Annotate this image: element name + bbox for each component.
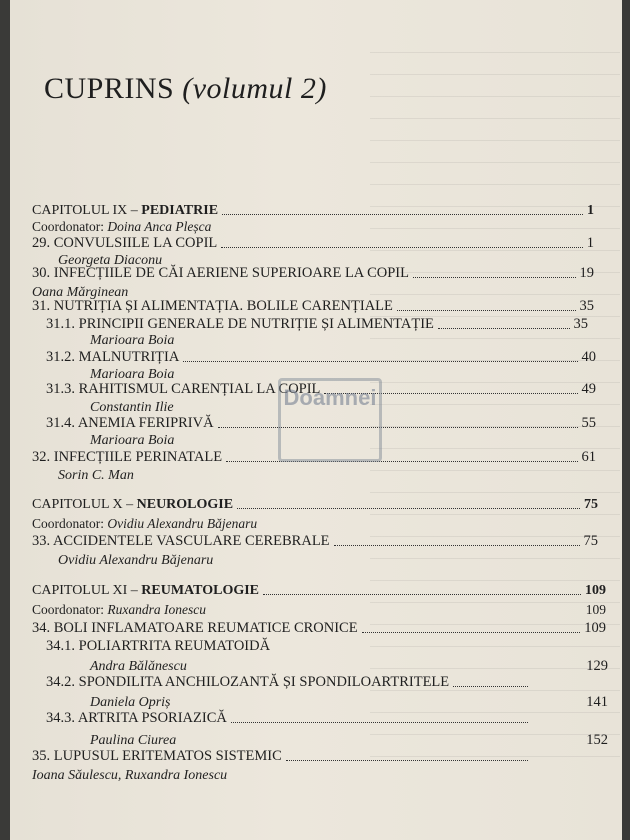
entry-author: Marioara Boia: [90, 433, 175, 448]
book-page: [10, 0, 622, 840]
dot-leader: [438, 328, 570, 329]
entry-author: Ioana Săulescu, Ruxandra Ionescu: [32, 768, 228, 783]
entry-author: Daniela Opriș: [90, 695, 171, 710]
dot-leader: [237, 508, 580, 509]
entry-title: CONVULSIILE LA COPIL: [53, 235, 218, 251]
toc-entry: [32, 620, 606, 637]
entry-author: Oana Mărginean: [32, 285, 129, 300]
entry-number: 34.2.: [46, 674, 75, 690]
dot-leader: [453, 686, 528, 687]
entry-page: 141: [586, 694, 608, 710]
coordinator-label: Coordonator:: [32, 219, 104, 234]
entry-page: 35: [579, 298, 594, 314]
dot-leader: [362, 632, 581, 633]
entry-page: 129: [586, 658, 608, 674]
coordinator-line: [32, 602, 606, 618]
toc-entry: [32, 265, 594, 282]
entry-page: 35: [573, 316, 588, 332]
chapter-label: CAPITOLUL IX –: [32, 203, 138, 218]
chapter-page: 75: [584, 497, 598, 512]
entry-title: ANEMIA FERIPRIVĂ: [77, 415, 214, 431]
toc-entry: [32, 533, 598, 550]
entry-number: 29.: [32, 235, 51, 251]
toc-entry: [46, 349, 596, 366]
toc-entry: [32, 748, 532, 765]
entry-number: 31.3.: [46, 381, 75, 397]
dot-leader: [183, 361, 577, 362]
entry-number: 31.: [32, 298, 51, 314]
watermark-text: Doamnei: [283, 385, 377, 410]
chapter-label: CAPITOLUL X –: [32, 497, 134, 512]
entry-title: RAHITISMUL CARENȚIAL LA COPIL: [78, 381, 321, 397]
coordinator-label: Coordonator:: [32, 602, 104, 617]
dot-leader: [413, 277, 576, 278]
page-title: [44, 72, 327, 106]
chapter-row: [32, 497, 598, 513]
entry-number: 31.2.: [46, 349, 75, 365]
entry-title: INFECȚIILE PERINATALE: [53, 449, 223, 465]
entry-number: 32.: [32, 449, 51, 465]
dot-leader: [263, 594, 581, 595]
entry-number: 31.4.: [46, 415, 75, 431]
chapter-name: REUMATOLOGIE: [141, 583, 260, 598]
entry-author: Georgeta Diaconu: [58, 253, 163, 268]
watermark-logo: [278, 378, 382, 462]
entry-page: 55: [581, 415, 596, 431]
entry-number: 33.: [32, 533, 51, 549]
dot-leader: [397, 310, 576, 311]
entry-page: 109: [584, 620, 606, 636]
coordinator-line: [32, 219, 211, 235]
entry-title: POLIARTRITA REUMATOIDĂ: [78, 638, 271, 654]
coordinator-name: Ruxandra Ionescu: [107, 602, 206, 617]
dot-leader: [221, 247, 582, 248]
entry-title: PRINCIPII GENERALE DE NUTRIȚIE ȘI ALIMENTAȚIE: [78, 316, 434, 332]
entry-page: 1: [586, 235, 594, 251]
entry-title: LUPUSUL ERITEMATOS SISTEMIC: [53, 748, 282, 764]
toc-entry: [32, 298, 594, 315]
entry-author: Marioara Boia: [90, 367, 175, 382]
entry-author: Paulina Ciurea: [90, 733, 177, 748]
dot-leader: [218, 427, 578, 428]
toc-entry: [46, 710, 532, 727]
entry-page: 61: [581, 449, 596, 465]
entry-page: 49: [581, 381, 596, 397]
chapter-label: CAPITOLUL XI –: [32, 583, 138, 598]
entry-title: MALNUTRIȚIA: [78, 349, 180, 365]
entry-author: Andra Bălănescu: [90, 659, 187, 674]
coordinator-name: Doina Anca Pleșca: [107, 219, 212, 234]
chapter-page: 1: [587, 203, 594, 218]
author-row: [90, 658, 608, 675]
coordinator-name: Ovidiu Alexandru Băjenaru: [107, 516, 258, 531]
entry-page: 19: [579, 265, 594, 281]
author-row: [90, 732, 608, 749]
chapter-name: NEUROLOGIE: [136, 497, 234, 512]
entry-author: Marioara Boia: [90, 333, 175, 348]
dot-leader: [222, 214, 583, 215]
coordinator-label: Coordonator:: [32, 516, 104, 531]
title-main: CUPRINS: [44, 72, 175, 105]
entry-title: SPONDILITA ANCHILOZANTĂ ȘI SPONDILOARTRITELE: [78, 674, 450, 690]
entry-number: 35.: [32, 748, 51, 764]
entry-title: ARTRITA PSORIAZICĂ: [77, 710, 227, 726]
entry-number: 34.: [32, 620, 51, 636]
toc-entry: [46, 674, 532, 691]
entry-page: 152: [586, 732, 608, 748]
author-row: [90, 694, 608, 711]
bleed-through-text: [370, 40, 620, 760]
entry-page: 75: [583, 533, 598, 549]
title-volume: (volumul 2): [182, 72, 327, 105]
coordinator-page: 109: [585, 602, 606, 617]
toc-entry: [46, 316, 588, 333]
entry-number: 34.1.: [46, 638, 75, 654]
entry-title: ACCIDENTELE VASCULARE CEREBRALE: [52, 533, 330, 549]
entry-number: 30.: [32, 265, 51, 281]
chapter-page: 109: [585, 583, 606, 598]
entry-title: BOLI INFLAMATOARE REUMATICE CRONICE: [53, 620, 358, 636]
dot-leader: [231, 722, 528, 723]
coordinator-line: [32, 516, 257, 532]
toc-entry: [46, 638, 270, 655]
entry-number: 34.3.: [46, 710, 75, 726]
toc-entry: [32, 235, 594, 252]
entry-author: Constantin Ilie: [90, 400, 174, 415]
entry-author: Sorin C. Man: [58, 468, 134, 483]
chapter-row: [32, 583, 606, 599]
chapter-row: [32, 203, 594, 219]
entry-title: INFECȚIILE DE CĂI AERIENE SUPERIOARE LA COPIL: [53, 265, 409, 281]
dot-leader: [334, 545, 580, 546]
entry-page: 40: [581, 349, 596, 365]
entry-title: NUTRIȚIA ȘI ALIMENTAȚIA. BOLILE CARENȚIALE: [53, 298, 393, 314]
entry-author: Ovidiu Alexandru Băjenaru: [58, 553, 214, 568]
chapter-name: PEDIATRIE: [141, 203, 219, 218]
dot-leader: [286, 760, 528, 761]
entry-number: 31.1.: [46, 316, 75, 332]
